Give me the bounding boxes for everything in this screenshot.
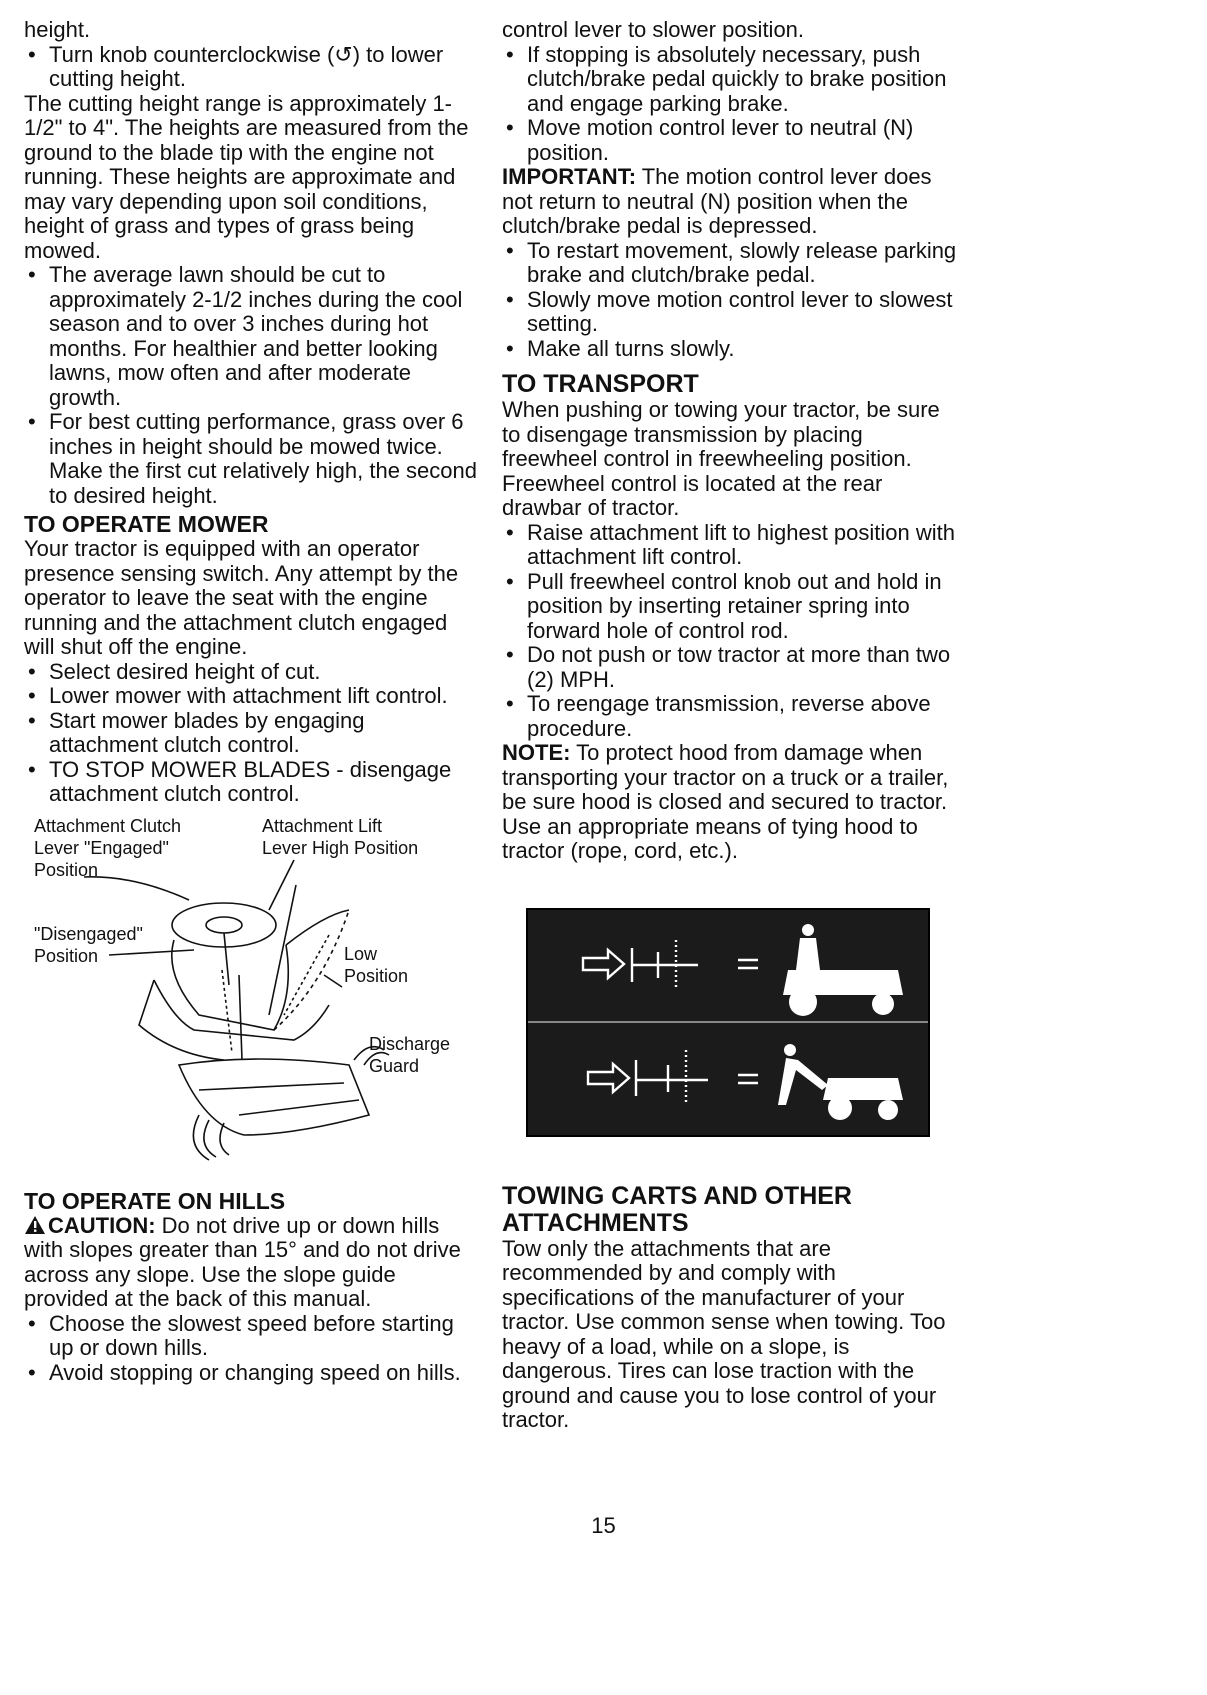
page-number: 15 xyxy=(591,1513,616,1538)
caution-text: Do not drive up or down hills with slopes greater than 15° and do not drive across any slope. Use the slope guide provided at the back of this manual. xyxy=(24,1212,461,1311)
list-item: • If stopping is absolutely necessary, push clutch/brake pedal quickly to brake position and engage parking brake. xyxy=(502,43,957,117)
restart-list xyxy=(502,239,957,362)
list-item: • Start mower blades by engaging attachment clutch control. xyxy=(24,709,479,758)
list-item: • TO STOP MOWER BLADES - disengage attachment clutch control. xyxy=(24,758,479,807)
clutch-engaged-label: Attachment Clutch Lever "Engaged" Position xyxy=(34,815,182,880)
lift-high-label: Attachment Lift Lever High Position xyxy=(262,815,419,858)
hills-list xyxy=(24,1312,479,1386)
cutting-height-paragraph: The cutting height range is approximately 1-1/2" to 4". The heights are measured from the ground to the blade tip with the engine not running. These heights are approximate and may vary depending upon soil conditions, height of grass and types of grass being mowed. xyxy=(24,90,469,263)
list-item: • Raise attachment lift to highest position with attachment lift control. xyxy=(502,521,957,570)
list-item: • Turn knob counterclockwise (↺) to lower cutting height. xyxy=(24,43,479,92)
operate-mower-paragraph: Your tractor is equipped with an operator presence sensing switch. Any attempt by the operator to leave the seat with the engine running and the attachment clutch engaged will shut off the engine. xyxy=(24,536,459,659)
freewheel-control-figure xyxy=(526,908,930,1137)
list-item: • Lower mower with attachment lift control. xyxy=(24,684,479,709)
list-item: • Choose the slowest speed before starting up or down hills. xyxy=(24,1312,479,1361)
continued-text: height. xyxy=(24,17,91,42)
operate-mower-heading: TO OPERATE MOWER xyxy=(24,511,269,537)
transport-paragraph: When pushing or towing your tractor, be sure to disengage transmission by placing freewheel control in freewheeling position. Freewheel control is located at the rear drawbar of tractor. xyxy=(502,397,940,520)
list-item: • Select desired height of cut. xyxy=(24,660,479,685)
caution-label: CAUTION: xyxy=(48,1212,156,1238)
left-column xyxy=(24,18,479,1385)
cutting-height-list xyxy=(24,43,479,92)
discharge-guard-label: Discharge Guard xyxy=(369,1033,451,1076)
important-text: The motion control lever does not return to neutral (N) position when the clutch/brake pedal is depressed. xyxy=(502,164,932,238)
list-item: • Make all turns slowly. xyxy=(502,337,957,362)
note-paragraph xyxy=(502,741,957,864)
towing-paragraph: Tow only the attachments that are recommended by and comply with specifications of the manufacturer of your tractor. Use common sense when towing. Too heavy of a load, while on a slope, is dangerous. Tires can lose traction with the ground and cause you to lose control of your tractor. xyxy=(502,1235,946,1432)
note-text: To protect hood from damage when transporting your tractor on a truck or a trailer, be sure hood is closed and secured to tractor. Use an appropriate means of tying hood to tractor (rope, cord, etc.). xyxy=(502,740,949,863)
list-item: • Do not push or tow tractor at more than two (2) MPH. xyxy=(502,643,957,692)
list-item: • The average lawn should be cut to approximately 2-1/2 inches during the cool season and to over 3 inches during hot months. For healthier and better looking lawns, mow often and after moderate growth. xyxy=(24,263,479,410)
list-item: • For best cutting performance, grass over 6 inches in height should be mowed twice. Make the first cut relatively high, the second to desired height. xyxy=(24,410,479,508)
important-label: IMPORTANT: xyxy=(502,164,637,189)
list-item: • Avoid stopping or changing speed on hills. xyxy=(24,1361,479,1386)
caution-paragraph xyxy=(24,1214,479,1312)
right-column xyxy=(502,18,957,1433)
list-item: • Pull freewheel control knob out and hold in position by inserting retainer spring into forward hole of control rod. xyxy=(502,570,957,644)
caution-triangle-icon xyxy=(24,1215,46,1235)
continued-text: control lever to slower position. xyxy=(502,17,805,42)
list-item: • Slowly move motion control lever to slowest setting. xyxy=(502,288,957,337)
lawn-tips-list xyxy=(24,263,479,508)
list-item: • Move motion control lever to neutral (N) position. xyxy=(502,116,957,165)
mower-controls-figure xyxy=(24,815,479,1175)
list-item: • To reengage transmission, reverse above procedure. xyxy=(502,692,957,741)
towing-heading: TOWING CARTS AND OTHER ATTACHMENTS xyxy=(502,1181,852,1237)
list-item: • To restart movement, slowly release parking brake and clutch/brake pedal. xyxy=(502,239,957,288)
transport-list xyxy=(502,521,957,742)
clutch-disengaged-label: "Disengaged" Position xyxy=(34,923,143,966)
freewheel-illustration xyxy=(528,910,928,1135)
transport-heading: TO TRANSPORT xyxy=(502,370,699,398)
note-label: NOTE: xyxy=(502,740,571,765)
lift-low-label: Low Position xyxy=(344,943,409,986)
operate-hills-heading: TO OPERATE ON HILLS xyxy=(24,1187,286,1214)
stopping-list xyxy=(502,43,957,166)
operate-mower-list xyxy=(24,660,479,807)
important-paragraph xyxy=(502,165,957,239)
